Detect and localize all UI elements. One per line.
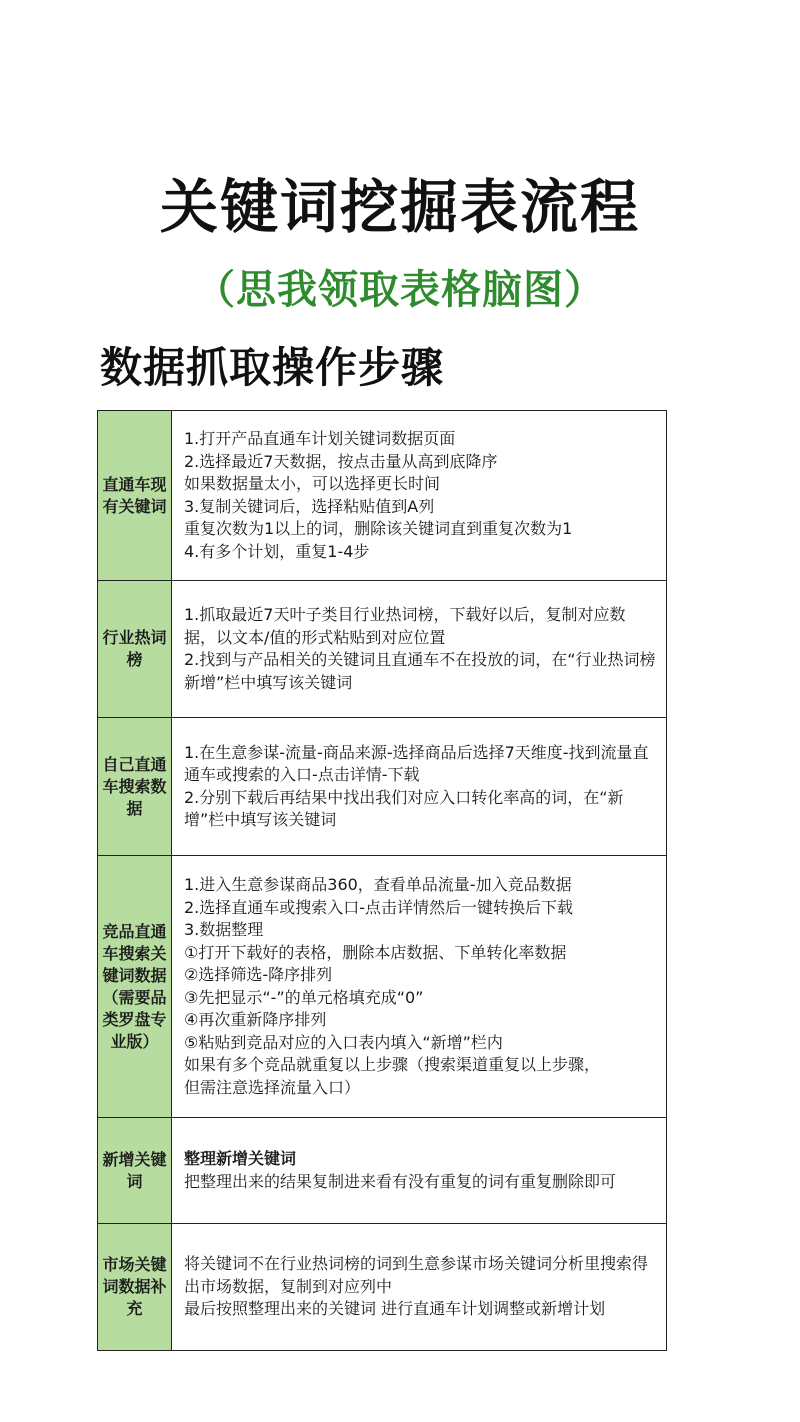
row-label: 直通车现有关键词 bbox=[98, 411, 172, 580]
content-line: 4.有多个计划，重复1-4步 bbox=[184, 541, 370, 561]
row-content bbox=[172, 856, 666, 1117]
content-line: 如果数据量太小，可以选择更长时间 bbox=[184, 474, 441, 493]
content-line: 1.在生意参谋-流量-商品来源-选择商品后选择7天维度-找到流量直通车或搜索的入口-点击详情-下载 bbox=[184, 742, 649, 784]
content-line: ②选择筛选-降序排列 bbox=[184, 965, 333, 984]
table-row bbox=[98, 718, 666, 856]
content-line: ①打开下载好的表格，删除本店数据、下单转化率数据 bbox=[184, 942, 567, 962]
section-title: 数据抓取操作步骤 bbox=[100, 343, 445, 392]
content-line: 2.找到与产品相关的关键词且直通车不在投放的词，在“行业热词榜新增”栏中填写该关键词 bbox=[184, 650, 656, 692]
content-line: 如果有多个竞品就重复以上步骤（搜索渠道重复以上步骤， bbox=[184, 1055, 601, 1074]
content-line: 重复次数为1以上的词，删除该关键词直到重复次数为1 bbox=[184, 519, 573, 538]
content-line: 2.分别下载后再结果中找出我们对应入口转化率高的词，在“新增”栏中填写该关键词 bbox=[184, 787, 624, 829]
content-line: 1.打开产品直通车计划关键词数据页面 bbox=[184, 429, 456, 448]
content-line: ⑤粘贴到竞品对应的入口表内填入“新增”栏内 bbox=[184, 1032, 503, 1052]
table-row bbox=[98, 1118, 666, 1224]
content-line: 3.数据整理 bbox=[184, 920, 264, 939]
row-label: 自己直通车搜索数据 bbox=[98, 718, 172, 855]
content-line: 把整理出来的结果复制进来看有没有重复的词有重复删除即可 bbox=[184, 1171, 617, 1191]
page-subtitle: （思我领取表格脑图） bbox=[195, 267, 605, 313]
content-line: 2.选择最近7天数据，按点击量从高到底降序 bbox=[184, 451, 498, 471]
content-line: 3.复制关键词后，选择粘贴值到A列 bbox=[184, 496, 435, 516]
content-line: ④再次重新降序排列 bbox=[184, 1010, 327, 1029]
content-line: 2.选择直通车或搜索入口-点击详情然后一键转换后下载 bbox=[184, 897, 574, 917]
content-line: 但需注意选择流量入口） bbox=[184, 1077, 361, 1097]
content-line: ③先把显示“-”的单元格填充成“0” bbox=[184, 987, 424, 1007]
page-title: 关键词挖掘表流程 bbox=[159, 173, 640, 241]
row-label: 行业热词榜 bbox=[98, 581, 172, 717]
row-label: 新增关键词 bbox=[98, 1118, 172, 1223]
row-content bbox=[172, 411, 666, 580]
table-row bbox=[98, 856, 666, 1118]
content-line: 将关键词不在行业热词榜的词到生意参谋市场关键词分析里搜索得出市场数据，复制到对应列中 bbox=[184, 1254, 649, 1296]
steps-table bbox=[97, 410, 667, 1351]
table-row bbox=[98, 1224, 666, 1351]
content-line: 最后按照整理出来的关键词 进行直通车计划调整或新增计划 bbox=[184, 1299, 606, 1319]
table-row bbox=[98, 581, 666, 718]
row-label: 竞品直通车搜索关键词数据（需要品类罗盘专业版） bbox=[98, 856, 172, 1117]
row-content bbox=[172, 1224, 666, 1350]
content-line: 1.抓取最近7天叶子类目行业热词榜，下载好以后，复制对应数据，以文本/值的形式粘贴到对应位置 bbox=[184, 605, 626, 647]
row-content bbox=[172, 718, 666, 855]
content-line: 1.进入生意参谋商品360，查看单品流量-加入竞品数据 bbox=[184, 875, 572, 894]
row-label: 市场关键词数据补充 bbox=[98, 1224, 172, 1350]
row-content bbox=[172, 581, 666, 717]
content-heading: 整理新增关键词 bbox=[184, 1149, 297, 1168]
table-row bbox=[98, 411, 666, 581]
row-content bbox=[172, 1118, 666, 1223]
